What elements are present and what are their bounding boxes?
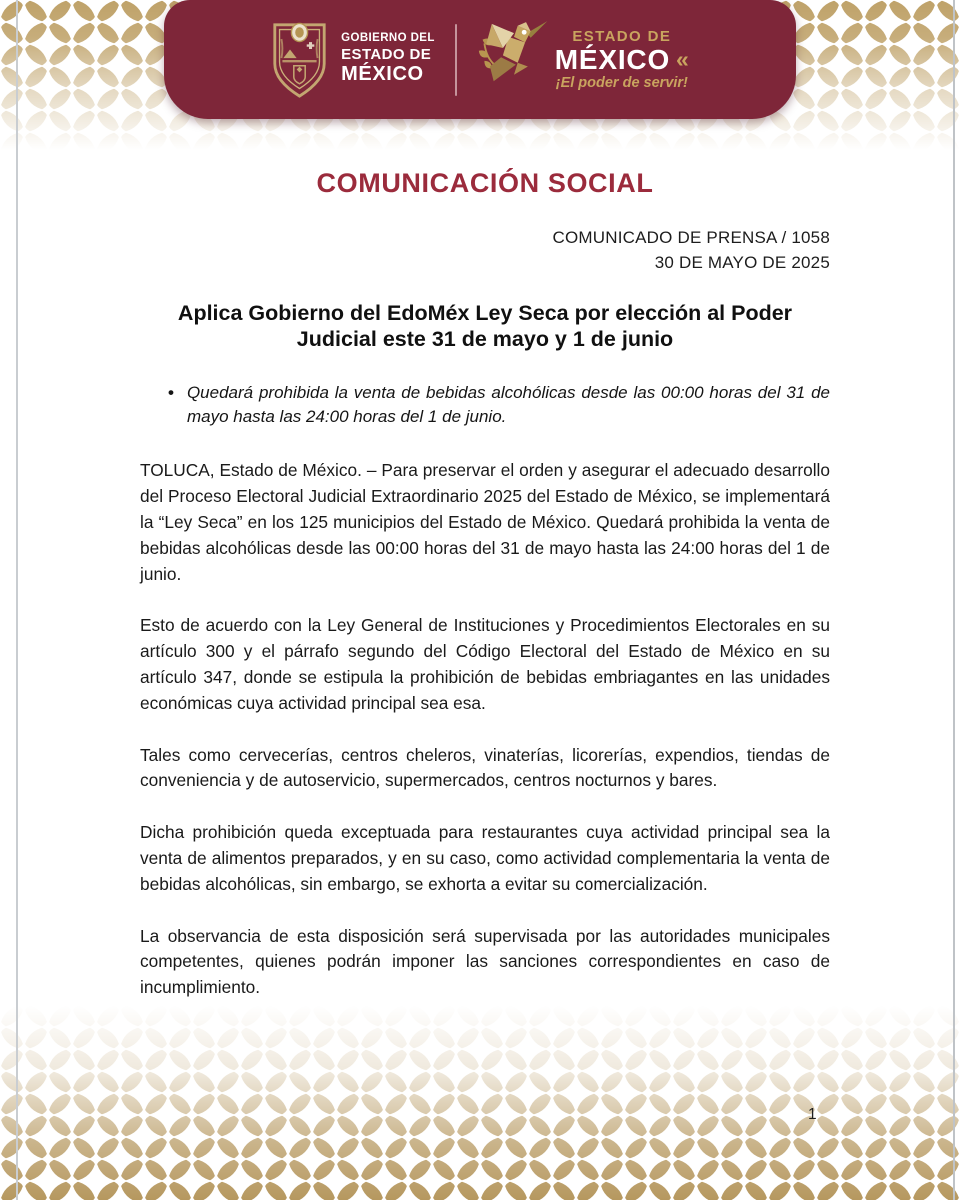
gobierno-edomex-logo: [271, 19, 435, 101]
gobierno-line2: ESTADO DE: [341, 45, 432, 63]
estado-de-label: ESTADO DE: [572, 27, 672, 45]
paragraph-5: La observancia de esta disposición será supervisada por las autoridades municipales competentes, quienes podrán imponer las sanciones correspondientes en caso de incumplimiento.: [140, 925, 830, 998]
page-edge-right: [953, 0, 955, 1200]
article-headline: Aplica Gobierno del EdoMéx Ley Seca por elección al Poder Judicial este 31 de mayo y 1 de junio: [177, 301, 793, 352]
release-info: [140, 225, 830, 275]
estado-de-mexico-wordmark: [555, 28, 689, 91]
ornament-pattern-bottom: [0, 1005, 960, 1200]
paragraph-2: Esto de acuerdo con la Ley General de Instituciones y Procedimientos Electorales en su artículo 300 y el párrafo segundo del Código Electoral del Estado de México en su artículo 347, donde se estipula la prohibición de bebidas embriagantes en las unidades económicas cuya actividad principal sea esa.: [140, 615, 830, 713]
paragraph-3: Tales como cervecerías, centros cheleros, vinaterías, licorerías, expendios, tiendas de conveniencia y de autoservicio, supermercados, centros nocturnos y bares.: [140, 744, 830, 791]
release-number-line: COMUNICADO DE PRENSA / 1058: [552, 228, 830, 247]
gobierno-line1: GOBIERNO DEL: [341, 32, 435, 45]
coat-of-arms-icon: [271, 19, 328, 101]
mexico-label: MÉXICO: [554, 43, 671, 75]
press-release-body: [140, 168, 830, 1001]
bullet-marker: •: [168, 383, 174, 403]
header-banner: [164, 0, 796, 119]
release-date-line: 30 DE MAYO DE 2025: [654, 253, 830, 272]
gobierno-line3: MÉXICO: [341, 63, 424, 86]
logo-divider: [455, 24, 457, 96]
page-edge-left: [16, 0, 18, 1200]
gobierno-edomex-wordmark: [341, 32, 435, 87]
summary-bullet: [168, 381, 830, 428]
page-number: 1: [808, 1106, 817, 1123]
summary-bullet-text: Quedará prohibida la venta de bebidas alcohólicas desde las 00:00 horas del 31 de mayo hasta las 24:00 horas del 1 de junio.: [186, 383, 830, 426]
double-chevron-icon: «: [676, 46, 689, 73]
paragraph-1: TOLUCA, Estado de México. – Para preservar el orden y asegurar el adecuado desarrollo del Proceso Electoral Judicial Extraordinario 2025 del Estado de México, se implementará la “Ley Seca” en los 125 municipios del Estado de México. Quedará prohibida la venta de bebidas alcohólicas desde las 00:00 horas del 31 de mayo hasta las 24:00 horas del 1 de junio.: [140, 460, 830, 584]
slogan-label: ¡El poder de servir!: [555, 75, 688, 92]
estado-de-mexico-logo: [477, 18, 689, 102]
masthead-title: COMUNICACIÓN SOCIAL: [316, 168, 654, 198]
hummingbird-icon: [477, 18, 551, 102]
paragraph-4: Dicha prohibición queda exceptuada para restaurantes cuya actividad principal sea la venta de alimentos preparados, y en su caso, como actividad complementaria la venta de bebidas alcohólicas, sin embargo, se exhorta a evitar su comercialización.: [140, 822, 830, 894]
